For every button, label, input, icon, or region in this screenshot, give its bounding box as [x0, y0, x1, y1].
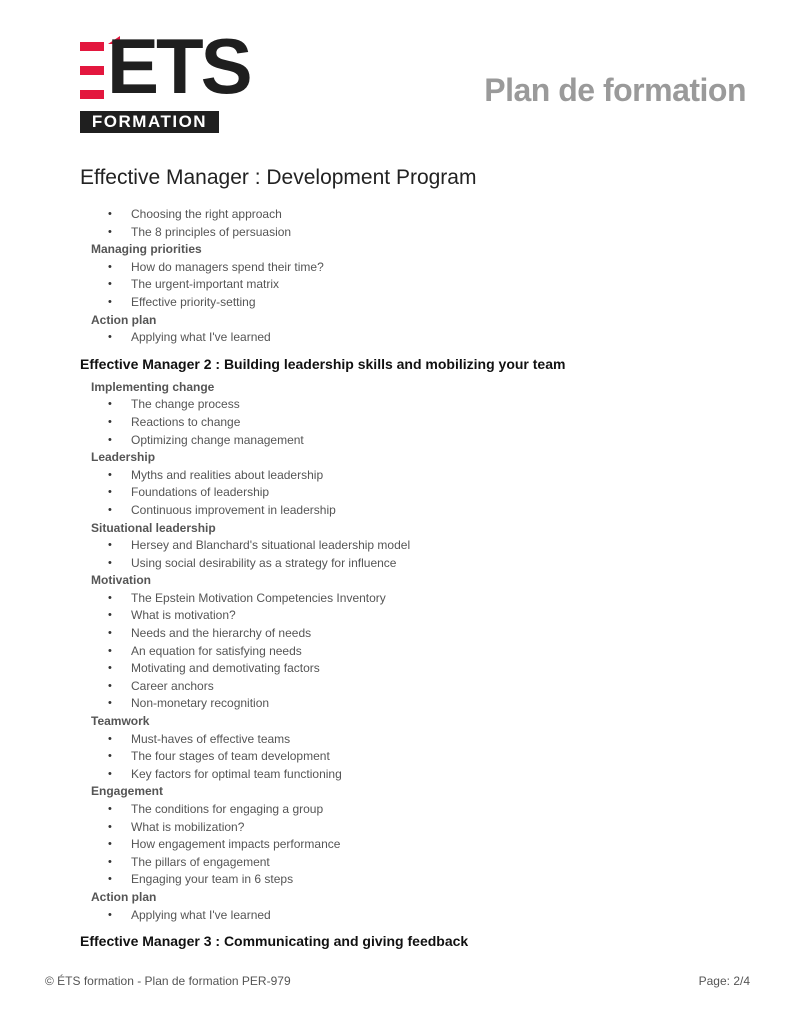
section-list — [80, 590, 760, 713]
section-list — [80, 907, 760, 925]
section-label: Implementing change — [91, 379, 215, 394]
list-item: • Non-monetary recognition — [80, 695, 760, 713]
list-item: • An equation for satisfying needs — [80, 643, 760, 661]
section-list — [80, 537, 760, 572]
list-item: • What is mobilization? — [80, 819, 760, 837]
list-item: • Reactions to change — [80, 414, 760, 432]
list-item: • The change process — [80, 396, 760, 414]
list-item: • Key factors for optimal team functioning — [80, 766, 760, 784]
list-item: • Motivating and demotivating factors — [80, 660, 760, 678]
list-item: • What is motivation? — [80, 607, 760, 625]
section-list — [80, 396, 760, 449]
logo-wordmark: ETS — [107, 22, 250, 110]
list-item: • Optimizing change management — [80, 432, 760, 450]
list-item: • The conditions for engaging a group — [80, 801, 760, 819]
list-item: • Continuous improvement in leadership — [80, 502, 760, 520]
section-list — [80, 467, 760, 520]
module-3-heading: Effective Manager 3 : Communicating and giving feedback — [80, 933, 469, 950]
module-1-sections — [80, 241, 760, 347]
footer-page-number: Page: 2/4 — [698, 974, 750, 988]
section-label: Action plan — [91, 889, 157, 904]
logo-bar — [80, 42, 104, 51]
logo-bar — [80, 66, 104, 75]
list-item: • Foundations of leadership — [80, 484, 760, 502]
section-list — [80, 731, 760, 784]
footer-copyright: © ÉTS formation - Plan de formation PER-979 — [45, 974, 291, 988]
logo-formation-text: FORMATION — [91, 112, 208, 131]
section-list — [80, 259, 760, 312]
list-item: • How engagement impacts performance — [80, 836, 760, 854]
logo-bar — [80, 90, 104, 99]
list-item: • The 8 principles of persuasion — [80, 224, 760, 242]
list-item: • The urgent-important matrix — [80, 276, 760, 294]
ets-formation-logo — [80, 22, 250, 136]
section-label: Leadership — [91, 450, 156, 465]
section-label: Action plan — [91, 312, 157, 327]
list-item: • Hersey and Blanchard's situational leadership model — [80, 537, 760, 555]
list-item: • Choosing the right approach — [80, 206, 760, 224]
section-list — [80, 329, 760, 347]
list-item: • Using social desirability as a strategy for influence — [80, 555, 760, 573]
document-title: Plan de formation — [484, 72, 746, 108]
list-item: • The pillars of engagement — [80, 854, 760, 872]
list-item: • Effective priority-setting — [80, 294, 760, 312]
program-content — [80, 206, 760, 956]
list-item: • Career anchors — [80, 678, 760, 696]
list-item: • Must-haves of effective teams — [80, 731, 760, 749]
section-label: Managing priorities — [91, 242, 202, 257]
section-label: Engagement — [91, 784, 164, 799]
module-2-heading: Effective Manager 2 : Building leadership skills and mobilizing your team — [80, 355, 566, 372]
module-2-sections — [80, 379, 760, 924]
section-label: Motivation — [91, 573, 151, 588]
intro-list — [80, 206, 760, 241]
list-item: • Needs and the hierarchy of needs — [80, 625, 760, 643]
list-item: • Applying what I've learned — [80, 329, 760, 347]
list-item: • The four stages of team development — [80, 748, 760, 766]
list-item: • Engaging your team in 6 steps — [80, 871, 760, 889]
program-heading: Effective Manager : Development Program — [80, 166, 477, 189]
section-label: Situational leadership — [91, 520, 216, 535]
section-label: Teamwork — [91, 714, 150, 729]
section-list — [80, 801, 760, 889]
page-footer — [45, 974, 750, 988]
list-item: • Myths and realities about leadership — [80, 467, 760, 485]
list-item: • Applying what I've learned — [80, 907, 760, 925]
list-item: • How do managers spend their time? — [80, 259, 760, 277]
list-item: • The Epstein Motivation Competencies Inventory — [80, 590, 760, 608]
